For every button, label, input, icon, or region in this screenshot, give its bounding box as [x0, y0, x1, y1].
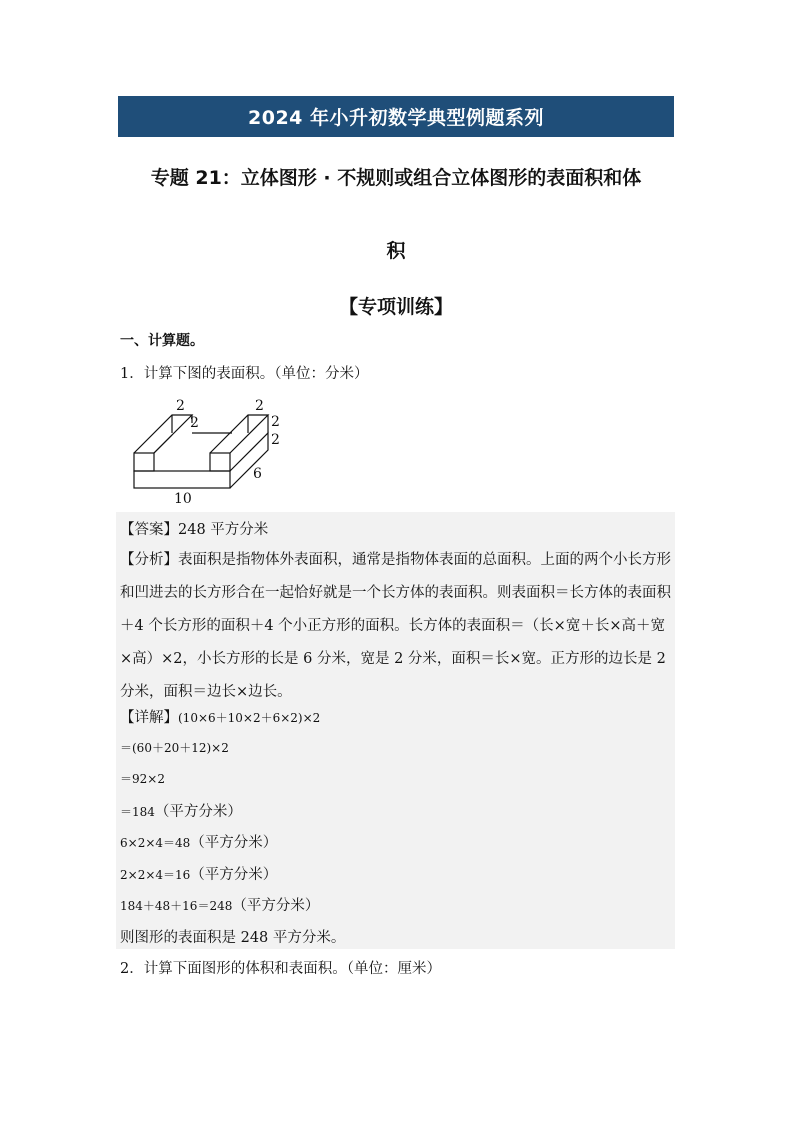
page-title: 专题 21：立体图形 · 不规则或组合立体图形的表面积和体 — [150, 167, 642, 189]
section-heading: 一、计算题。 — [120, 333, 204, 349]
analysis-tag: 【分析】 — [120, 552, 178, 568]
calc-step-3: ＝92×2 — [120, 772, 165, 786]
answer-line — [120, 518, 268, 539]
page-title-continued: 积 — [386, 240, 406, 262]
fig-label-depth: 6 — [253, 466, 262, 482]
question-2-prompt: 2．计算下面图形的体积和表面积。（单位：厘米） — [120, 961, 441, 977]
analysis-paragraph — [120, 544, 673, 709]
calc-step-2: ＝(60＋20＋12)×2 — [120, 741, 229, 755]
section-subtitle: 【专项训练】 — [338, 296, 453, 318]
calc-step-5-line — [120, 831, 277, 852]
fig-label-right-a: 2 — [271, 414, 280, 430]
unit-note: （平方分米） — [232, 898, 320, 914]
fig-label-top-left-side: 2 — [190, 415, 199, 431]
answer-tag: 【答案】 — [120, 522, 178, 538]
unit-note: （平方分米） — [190, 835, 278, 851]
fig-label-length: 10 — [174, 491, 192, 505]
question-1-prompt: 1．计算下图的表面积。（单位：分米） — [120, 366, 369, 382]
unit-note: （平方分米） — [154, 804, 242, 820]
calc-step-5: 6×2×4＝48 — [120, 836, 191, 850]
analysis-text: 表面积是指物体外表面积，通常是指物体表面的总面积。上面的两个小长方形和凹进去的长方形合在一起恰好就是一个长方体的表面积。则表面积＝长方体的表面积＋4 个长方形的面积＋4 个小正方形的面积。长方体的表面积＝（长×宽＋长×高＋宽×高）×2，小长方形的长是 6 分米，宽是 2 分米，面积＝长×宽。正方形的边长是 2 分米，面积＝边长×边长。 — [120, 552, 671, 700]
conclusion: 则图形的表面积是 248 平方分米。 — [120, 930, 346, 946]
calc-step-6: 2×2×4＝16 — [120, 868, 191, 882]
fig-label-top-left: 2 — [176, 398, 185, 414]
answer-value: 248 平方分米 — [178, 522, 269, 538]
series-banner: 2024 年小升初数学典型例题系列 — [118, 96, 674, 137]
calc-step-1: (10×6＋10×2＋6×2)×2 — [178, 711, 321, 725]
calc-step-4: ＝184 — [120, 805, 155, 819]
question-1-figure — [128, 393, 288, 505]
calc-step-6-line — [120, 863, 277, 884]
unit-note: （平方分米） — [190, 867, 278, 883]
detail-line — [120, 706, 320, 727]
detail-tag: 【详解】 — [120, 710, 178, 726]
calc-step-7-line — [120, 894, 319, 915]
calc-step-4-line — [120, 800, 242, 821]
calc-step-7: 184＋48＋16＝248 — [120, 899, 233, 913]
fig-label-right-b: 2 — [271, 432, 280, 448]
fig-label-top-right: 2 — [255, 398, 264, 414]
